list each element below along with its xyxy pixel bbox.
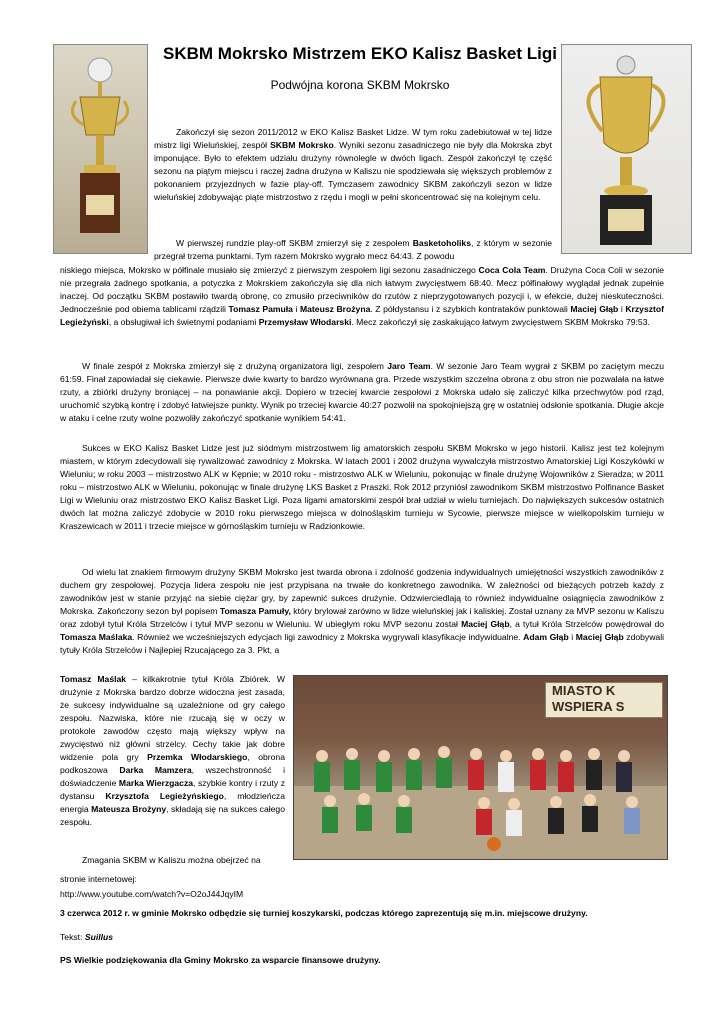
team-photo [293, 675, 668, 860]
bold-name: Tomasz Maślak [60, 674, 127, 684]
paragraph-3 [60, 360, 664, 425]
announcement-text: 3 czerwca 2012 r. w gminie Mokrsko odbędzie się turniej koszykarski, podczas którego zaprezentują się m.in. miejscowe drużyny. [60, 908, 588, 918]
text-span: który brylował zarówno w lidze wieluńskiej jak i kaliskiej. Został uznany za MVP sezonu w Kaliszu oraz zdobył tytuł Króla Strzelców i tytuł MVP sezonu w Wieluniu. W ubiegłym roku MVP sezonu został [60, 606, 664, 629]
text-span: . Drużyna Coca Coli w sezonie nie przegrała żadnego spotkania, a potyczka z Mokrskiem zakończyła się dla nich łatwym zwycięstwem 68:40. Mecz półfinałowy wyglądał jednak zupełnie inaczej. Od początku SKBM postawiło twardą obronę, co zmusiło przeciwników do rzutów z nieprzygotowanych pozycji i, w efekcie, dużej nieskuteczności. Jednocześnie pod obiema tablicami rządzili [60, 265, 664, 314]
text-span: , z którym w sezonie przegrał trzema punktami. Tym razem Mokrsko wygrało mecz 64:43. Z powodu [154, 238, 553, 261]
left-trophy-photo [53, 44, 148, 254]
text-span: . Wyniki sezonu zasadniczego nie były dla Mokrska zbyt imponujące. Było to efektem udziału drużyny równolegle w dwóch ligach. Zespół zakończył tę część sezonu na piątym miejscu i raczej żadna drużyna w Kaliszu nie spodziewała się większych problemów z pokonaniem przyjezdnych w fazie play-off. Tymczasem zawodnicy SKBM zakończyli sezon w lidze wieluńskiej zdobywając piąte mistrzostwo z rzędu i mogli w pełni skoncentrować się na kolejnym celu. [154, 140, 552, 202]
bold-name: Krzysztof Legieżyński [60, 304, 665, 327]
bold-name: Maciej Głąb [461, 619, 510, 629]
text-span: , szybkie kontry i rzuty z dystansu [60, 778, 285, 801]
paragraph-6: Zmagania SKBM w Kaliszu można obejrzeć na stronie internetowej: [60, 855, 261, 884]
bold-name: Marka Wierzgacza [118, 778, 194, 788]
sponsor-banner: MIASTO K WSPIERA S [545, 682, 663, 718]
bold-name: Mateusza Brożyny [91, 804, 167, 814]
bold-name: Przemka Włodarskiego [147, 752, 248, 762]
bold-name: Jaro Team [387, 361, 431, 371]
text-span: , wszechstronność i doświadczenie [60, 765, 285, 788]
bold-name: Tomasz Pamuła [228, 304, 293, 314]
bold-name: Maciej Głąb [570, 304, 619, 314]
trophy-icon [54, 45, 147, 253]
text-span: i [568, 632, 576, 642]
bold-name: Darka Mamzera [119, 765, 192, 775]
paragraph-5-top [60, 566, 664, 657]
text-span: , składają się na sukces całego zespołu. [60, 804, 285, 827]
author-name: Suillus [84, 932, 114, 942]
text-span: Od wielu lat znakiem firmowym drużyny SKBM Mokrsko jest twarda obrona i zdolność godzenia indywidualnych umiejętności wszystkich zawodników z duchem gry zespołowej. Pozycja lidera zespołu nie jest przypisana na trwałe do konkretnego zawodnika. W zależności od bieżących potrzeb każdy z zawodników jest w stanie przyjąć na siebie ciężar gry, by zapewnić sukces drużynie. Odzwierciedlają to również indywidualne osiągnięcia zawodników z Mokrska. Zakończony sezon był popisem [60, 567, 664, 616]
bold-name: SKBM Mokrsko [270, 140, 334, 150]
text-span: , a obsługiwał ich świetnymi podaniami [108, 317, 259, 327]
text-span: . W sezonie Jaro Team wygrał z SKBM po zaciętym meczu 61:59. Finał zapowiadał się ciekawie. Pierwsze dwie kwarty to bardzo wyrównana gra. Przede wszystkim szczelna obrona z obu stron nie pozwalała na łatwe rzuty, a zbiórki drużyny broniącej – na ponawianie akcji. Dopiero w trzeciej kwarcie zespołowi z Mokrska udało się zaliczyć kilka przechwytów pod rząd, uruchomić szybką kontrę i zdobyć łatwiejsze punkty. Wynik po trzeciej kwarcie 40:27 pozwolił na spokojniejszą grę w ostatniej odsłonie spotkania. Długie akcje w ataku i celne rzuty wolne pozwoliły zakończyć spotkanie wynikiem 54:41. [60, 361, 664, 423]
bold-name: Tomasza Pamuły, [219, 606, 291, 616]
author-label: Tekst: [60, 932, 85, 942]
text-span: . Również we wcześniejszych edycjach ligi zawodnicy z Mokrska wygrywali klasyfikacje indywidualne. [132, 632, 524, 642]
page-title: SKBM Mokrsko Mistrzem EKO Kalisz Basket Ligi [163, 44, 557, 63]
text-span: i [292, 304, 300, 314]
paragraph-5-column [60, 673, 285, 829]
youtube-link[interactable]: http://www.youtube.com/watch?v=O2oJ44JqyIM [60, 889, 244, 899]
text-span: . Z półdystansu i z szybkich kontrataków punktowali [370, 304, 571, 314]
author-line [60, 932, 113, 942]
bold-name: Tomasza Maślaka [60, 632, 133, 642]
bold-name: Mateusz Brożyna [299, 304, 371, 314]
team-players-icon [294, 676, 667, 859]
text-span: zdobywali tytuły Króla Strzelców i Najlepiej Rzucającego za 3. Pkt, a [60, 632, 665, 655]
text-span: niskiego miejsca, Mokrsko w półfinale musiało się zmierzyć z pierwszym zespołem ligi sezonu zasadniczego [60, 265, 479, 275]
bold-name: Adam Głąb [523, 632, 569, 642]
text-span: W pierwszej rundzie play-off SKBM zmierzył się z zespołem [176, 238, 413, 248]
text-span: Zakończył się sezon 2011/2012 w EKO Kalisz Basket Lidze. W tym roku zadebiutował w tej lidze mistrz ligi Wieluńskiej, zespół [154, 127, 552, 150]
bold-name: Przemysław Włodarski [258, 317, 352, 327]
text-span: , obrona podkoszowa [60, 752, 285, 775]
cup-icon [562, 45, 691, 253]
bold-name: Krzysztofa Legieżyńskiego [105, 791, 224, 801]
paragraph-2-bottom [60, 264, 664, 329]
bold-name: Coca Cola Team [478, 265, 546, 275]
paragraph-1 [154, 126, 552, 204]
text-span: . Mecz zakończył się zaskakująco łatwym zwycięstwem SKBM Mokrsko 79:53. [351, 317, 650, 327]
text-span: i [618, 304, 626, 314]
bold-name: Basketoholiks [412, 238, 471, 248]
text-span: – kilkakrotnie tytuł Króla Zbiórek. W drużynie z Mokrska bardzo dobrze widoczna jest zasada, że sukcesy indywidualne są uzależnione od gry całego zespołu. Nazwiska, które nie rzucają się w oczy w protokole zawodów często mają większy wpływ na zwycięstwo niż główni strzelcy. Cechy takie jak dobre widzenie pola gry [60, 674, 285, 762]
bold-name: Maciej Głąb [575, 632, 624, 642]
text-span: , a tytuł Króla Strzelców powędrował do [509, 619, 665, 629]
paragraph-2-top [154, 237, 552, 263]
ps-note: PS Wielkie podziękowania dla Gminy Mokrsko za wsparcie finansowe drużyny. [60, 955, 381, 965]
paragraph-4: Sukces w EKO Kalisz Basket Lidze jest już siódmym mistrzostwem lig amatorskich zespołu SKBM Mokrsko w jego historii. Kalisz jest też kolejnym miastem, w którym zdecydowali się rywalizować zawodnicy z Mokrska. W latach 2001 i 2002 drużyna wywalczyła mistrzostwo Amatorskiej Ligi Koszykówki w Wieluniu; w roku 2003 – mistrzostwo ALK w Kępnie; w 2010 roku - mistrzostwo ALK w Wieluniu, pokonując w finale drużynę Wojowników z Sieradza; w 2011 roku – mistrzostwo ALK w Wieluniu, pokonując w finale drużynę LKS Basket z Praszki. Rok 2012 przyniósł zawodnikom SKBM mistrzostwo Polfinance Basket Ligi w Wieluniu oraz mistrzostwo EKO Kalisz Basket Ligi. Poza ligami amatorskimi zespół brał udział w wielu turniejach. Do największych sukcesów ostatnich dwóch lat można zaliczyć zdobycie w 2010 roku pierwszego miejsca w dolnośląskim turnieju w Sycowie, pierwsze miejsce w wielkopolskim turnieju w Kraszewicach w 2011 i trzecie miejsce w górnośląskim turnieju w Radzionkowie. [60, 443, 664, 531]
right-cup-photo [561, 44, 692, 254]
page-subtitle: Podwójna korona SKBM Mokrsko [270, 78, 450, 92]
text-span: , młodzieńcza energia [60, 791, 285, 814]
text-span: W finale zespół z Mokrska zmierzył się z drużyną organizatora ligi, zespołem [82, 361, 388, 371]
